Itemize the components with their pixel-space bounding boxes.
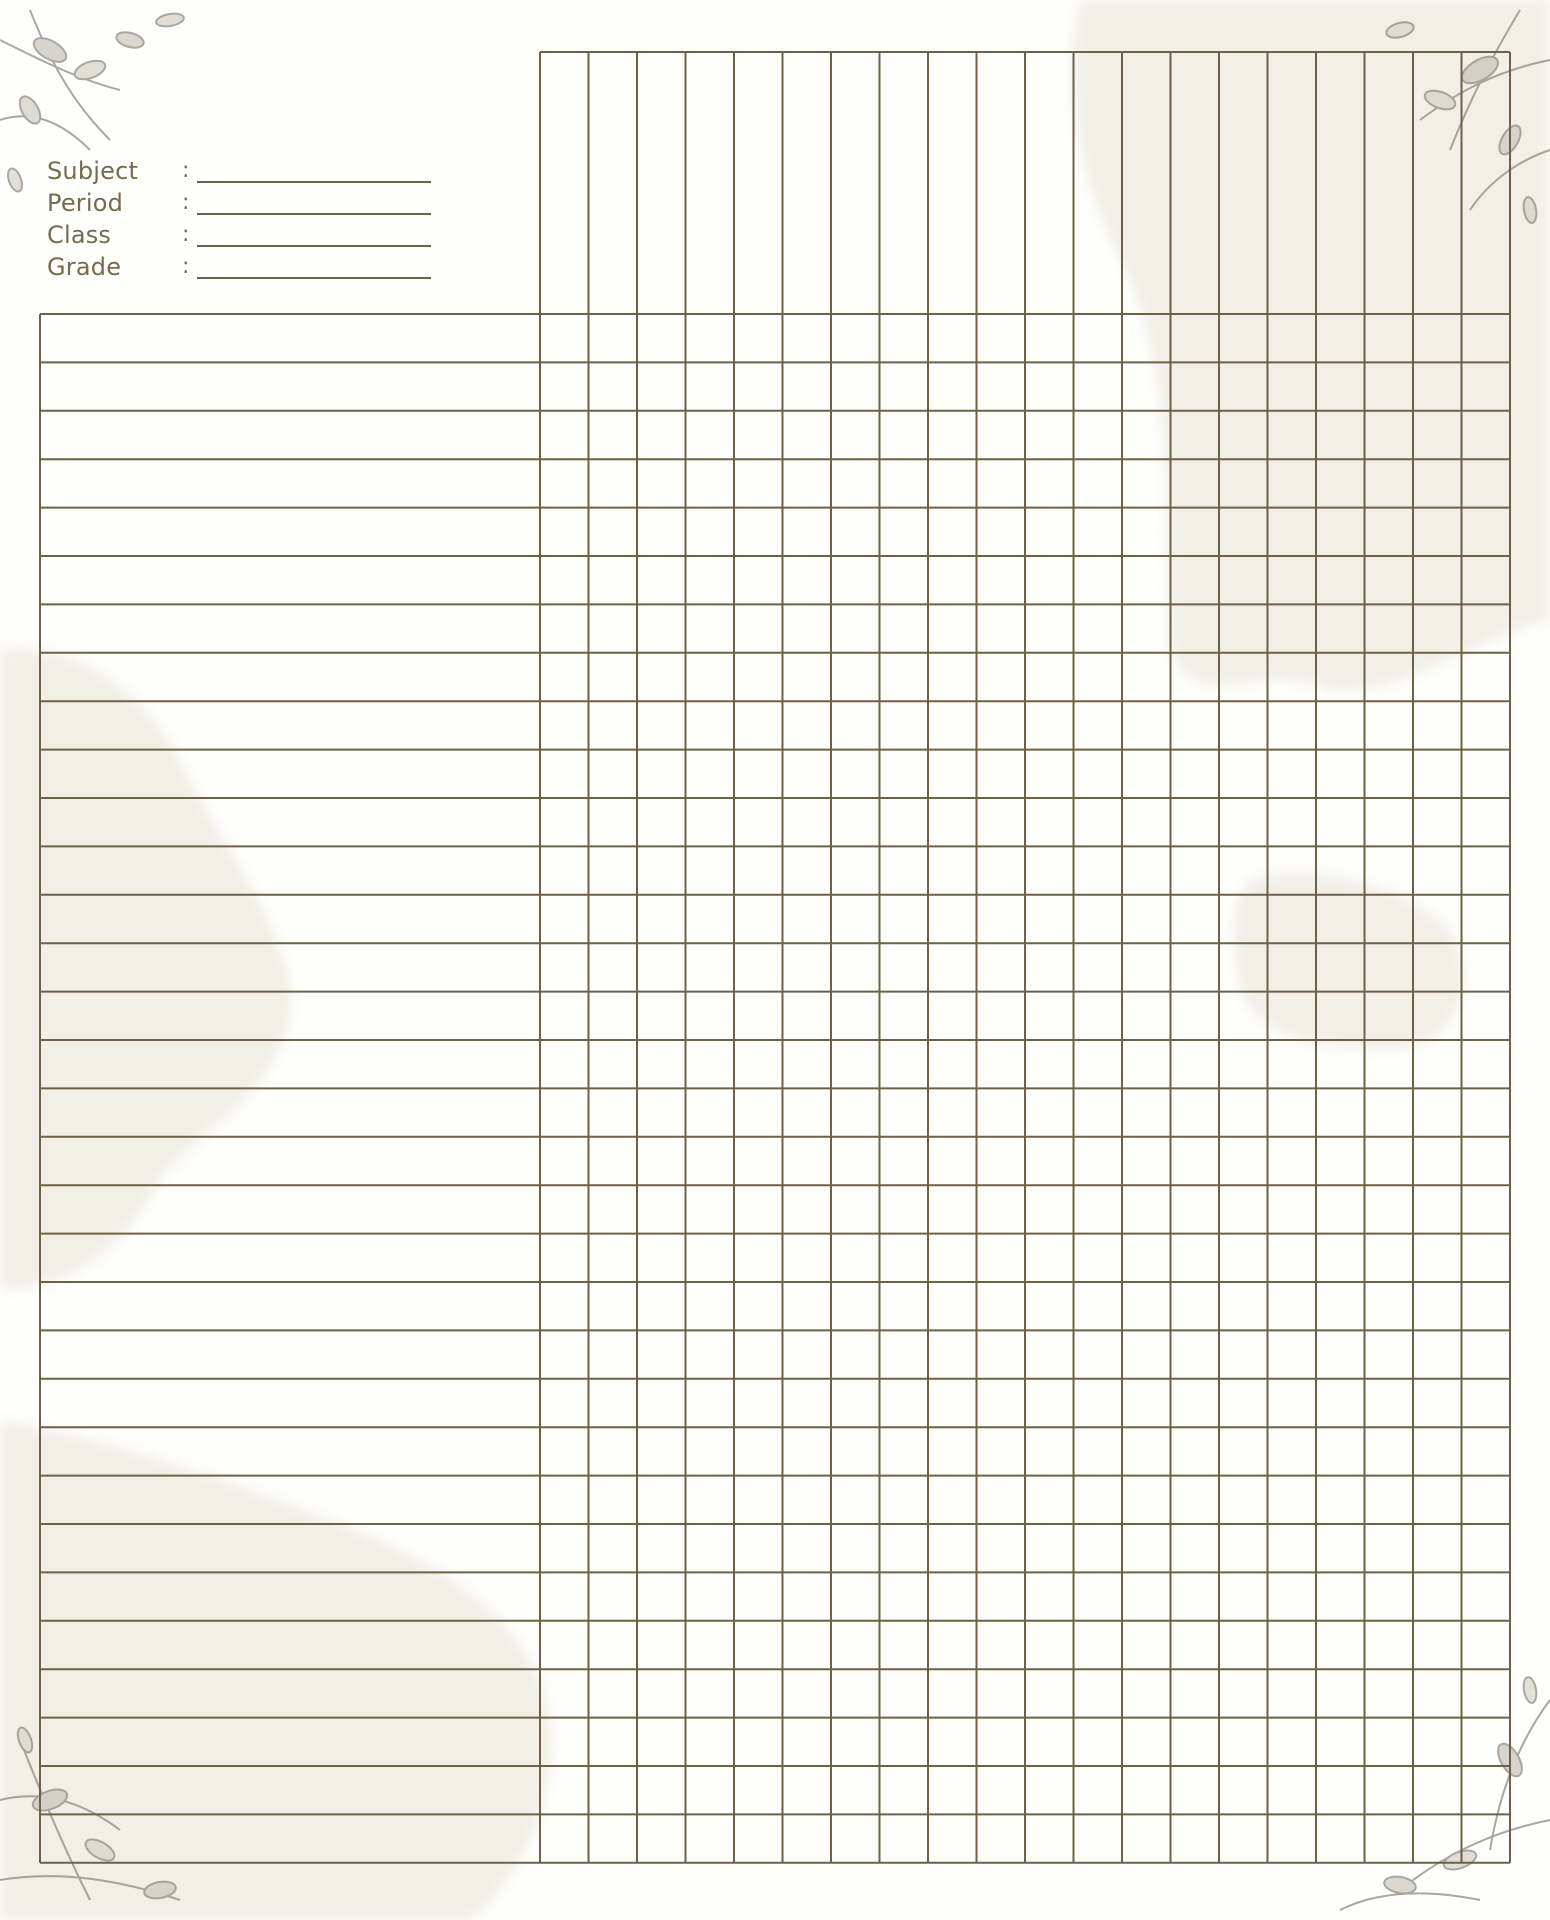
student-name-cell[interactable] xyxy=(40,1088,540,1136)
field-colon: : xyxy=(182,158,190,183)
student-name-cell[interactable] xyxy=(40,1814,540,1862)
student-name-cell[interactable] xyxy=(40,1040,540,1088)
student-name-cell[interactable] xyxy=(40,604,540,652)
student-name-cell[interactable] xyxy=(40,556,540,604)
field-label-subject: Subject xyxy=(47,157,139,185)
student-name-cell[interactable] xyxy=(40,1185,540,1233)
student-name-cell[interactable] xyxy=(40,508,540,556)
student-name-cell[interactable] xyxy=(40,1718,540,1766)
student-name-cell[interactable] xyxy=(40,314,540,362)
student-name-cell[interactable] xyxy=(40,798,540,846)
field-colon: : xyxy=(182,254,190,279)
student-name-cell[interactable] xyxy=(40,992,540,1040)
field-colon: : xyxy=(182,222,190,247)
student-name-cell[interactable] xyxy=(40,1572,540,1620)
field-colon: : xyxy=(182,190,190,215)
student-name-cell[interactable] xyxy=(40,701,540,749)
student-name-cell[interactable] xyxy=(40,943,540,991)
student-name-cell[interactable] xyxy=(40,362,540,410)
student-name-cell[interactable] xyxy=(40,846,540,894)
student-name-cell[interactable] xyxy=(40,653,540,701)
student-name-cell[interactable] xyxy=(40,459,540,507)
student-name-cell[interactable] xyxy=(40,1427,540,1475)
student-name-cell[interactable] xyxy=(40,1379,540,1427)
student-name-cell[interactable] xyxy=(40,1330,540,1378)
field-label-grade: Grade xyxy=(47,253,122,281)
student-name-cell[interactable] xyxy=(40,1234,540,1282)
student-name-cell[interactable] xyxy=(40,1476,540,1524)
student-name-cell[interactable] xyxy=(40,1621,540,1669)
field-label-period: Period xyxy=(47,189,124,217)
student-name-cell[interactable] xyxy=(40,1137,540,1185)
student-name-cell[interactable] xyxy=(40,1766,540,1814)
field-label-class: Class xyxy=(47,221,112,249)
student-name-cell[interactable] xyxy=(40,1524,540,1572)
student-name-cell[interactable] xyxy=(40,895,540,943)
student-name-cell[interactable] xyxy=(40,411,540,459)
student-name-cell[interactable] xyxy=(40,1669,540,1717)
student-name-cell[interactable] xyxy=(40,750,540,798)
student-name-cell[interactable] xyxy=(40,1282,540,1330)
